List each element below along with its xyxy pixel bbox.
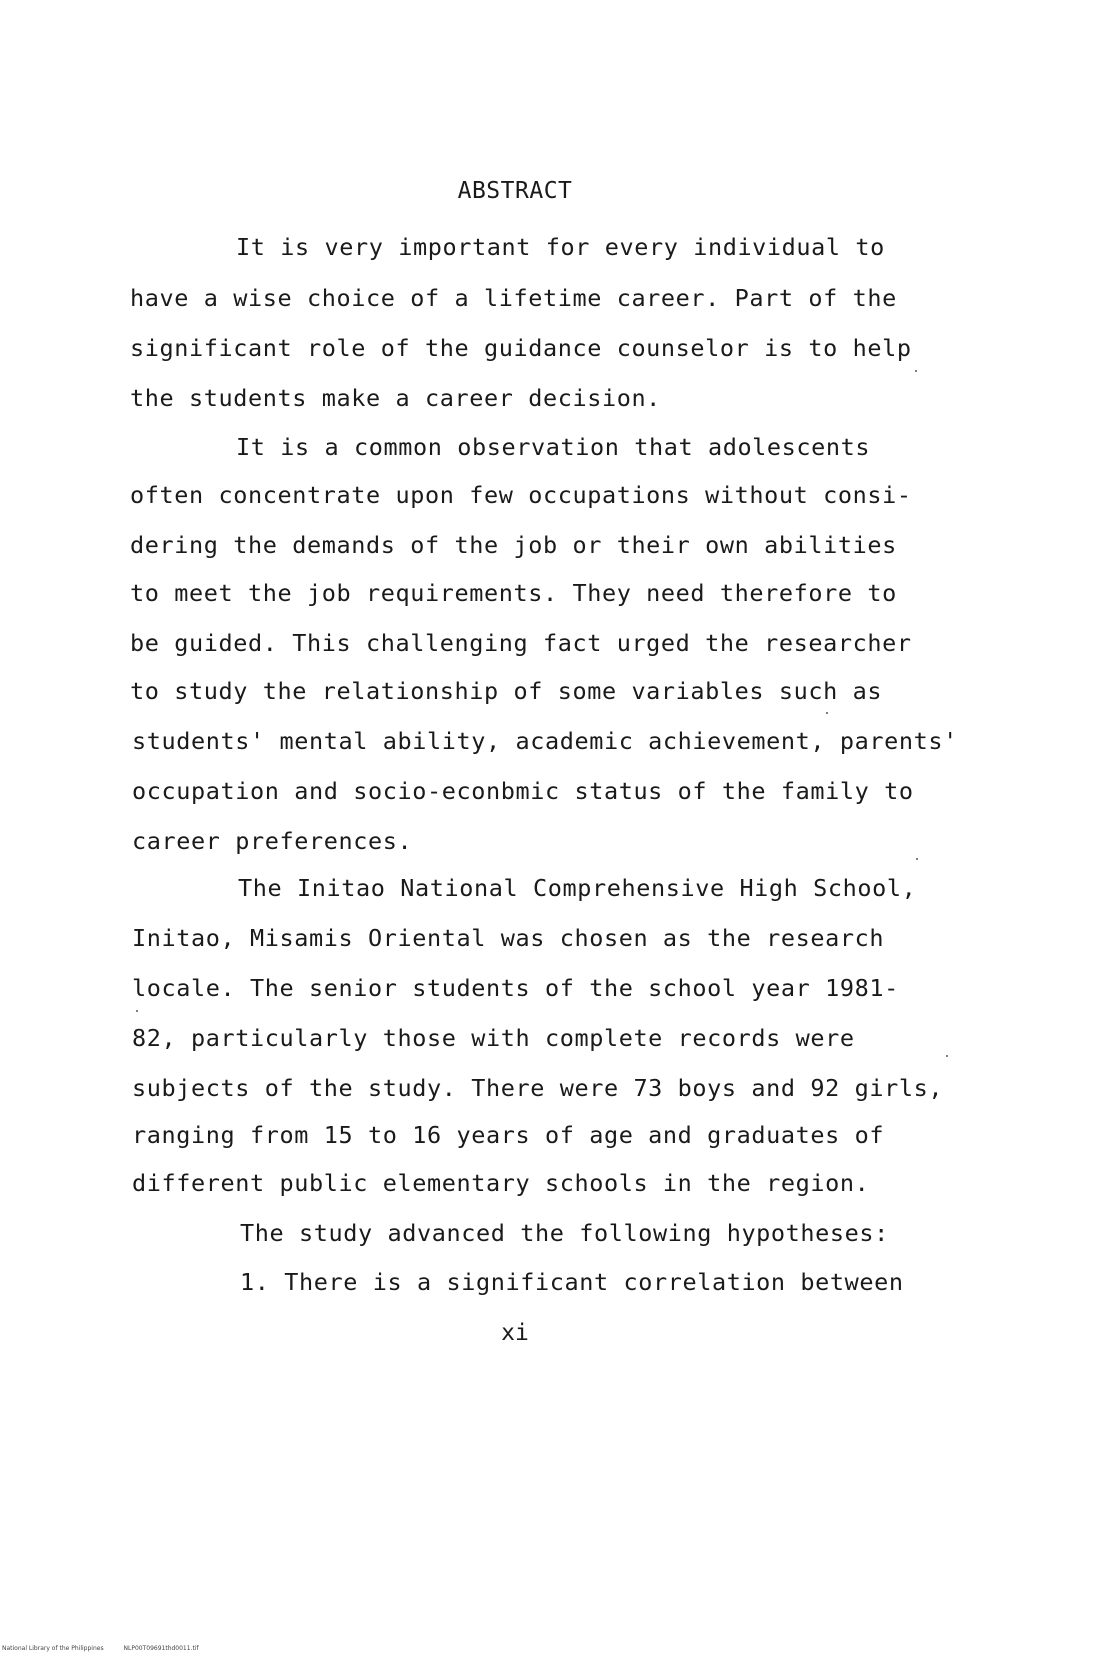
text-line: The Initao National Comprehensive High School, [238,874,917,902]
footer-library: National Library of the Philippines [2,1645,104,1652]
text-line: often concentrate upon few occupations without consi- [130,481,912,509]
scan-speck [136,1010,138,1012]
text-line: significant role of the guidance counselor is to help [130,334,912,362]
text-line: occupation and socio-econbmic status of the family to [132,777,914,805]
text-line: ranging from 15 to 16 years of age and graduates of [132,1121,885,1149]
footer-file-id: NLP00T09691thd0011.tif [123,1645,199,1652]
text-line: be guided. This challenging fact urged the researcher [130,629,912,657]
abstract-heading: ABSTRACT [457,178,573,204]
text-line: dering the demands of the job or their own abilities [130,531,897,559]
page-number: xi [501,1320,529,1346]
text-line: to study the relationship of some variables such as [130,677,883,705]
scan-footer [2,1645,217,1652]
text-line: Initao, Misamis Oriental was chosen as the research [132,924,885,952]
text-line: 82, particularly those with complete records were [132,1024,855,1052]
text-line: 1. There is a significant correlation between [240,1268,904,1296]
text-line: subjects of the study. There were 73 boys and 92 girls, [132,1074,944,1102]
text-line: The study advanced the following hypotheses: [240,1219,889,1247]
scan-speck [946,1055,948,1057]
text-line: students' mental ability, academic achievement, parents' [132,727,958,755]
text-line: to meet the job requirements. They need therefore to [130,579,897,607]
scan-speck [915,370,917,372]
text-line: have a wise choice of a lifetime career. Part of the [130,284,897,312]
text-line: the students make a career decision. [130,384,661,412]
text-line: It is a common observation that adolescents [236,433,871,461]
scan-speck [826,712,828,714]
text-line: different public elementary schools in the region. [132,1169,870,1197]
text-line: It is very important for every individual to [236,233,885,261]
scan-speck [916,858,918,860]
text-line: locale. The senior students of the school year 1981- [132,974,899,1002]
text-line: career preferences. [132,827,413,855]
